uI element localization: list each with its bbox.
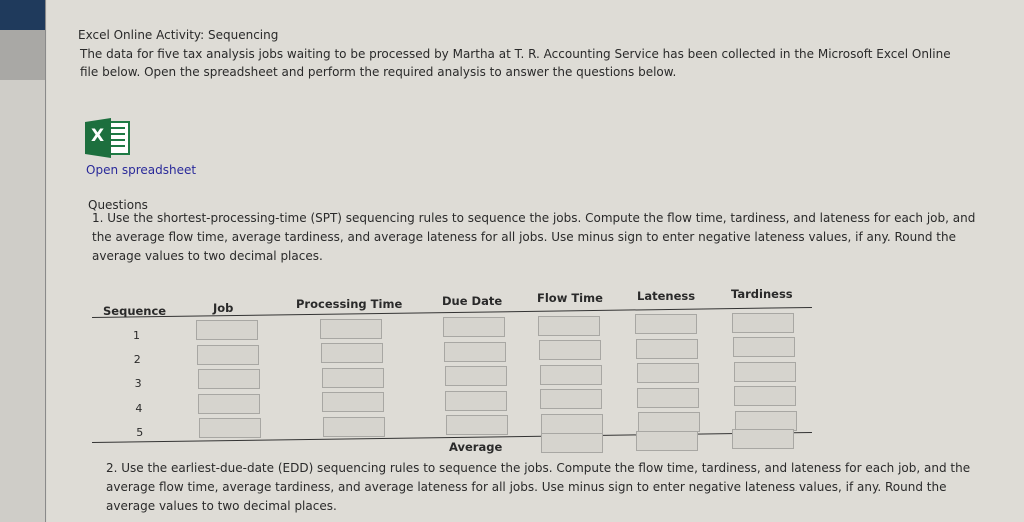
header-job: Job <box>213 301 234 315</box>
page-title: Excel Online Activity: Sequencing <box>78 28 279 42</box>
lateness-input-row-5[interactable] <box>638 412 700 432</box>
processing-time-input-row-1[interactable] <box>320 319 382 339</box>
tardiness-input-row-4[interactable] <box>734 386 796 406</box>
lateness-input-row-2[interactable] <box>636 339 698 359</box>
processing-time-input-row-4[interactable] <box>322 392 384 412</box>
average-tardiness-input[interactable] <box>732 429 794 449</box>
due-date-input-row-5[interactable] <box>446 415 508 435</box>
open-spreadsheet-link[interactable]: Open spreadsheet <box>86 163 197 177</box>
job-input-row-5[interactable] <box>199 418 261 438</box>
question-2-text: 2. Use the earliest-due-date (EDD) sequencing rules to sequence the jobs. Compute the flow time, tardiness, and lateness for each job, and the average flow time, average tardiness, and average lateness for all jobs. Use minus sign to enter negative lateness values, if any. Round the average values to two decimal places. <box>106 461 971 513</box>
questions-heading: Questions <box>88 198 148 212</box>
tardiness-input-row-1[interactable] <box>732 313 794 333</box>
sidebar-header <box>0 0 45 30</box>
tardiness-input-row-3[interactable] <box>734 362 796 382</box>
due-date-input-row-4[interactable] <box>445 391 507 411</box>
sequence-number: 1 <box>133 329 140 342</box>
tardiness-input-row-2[interactable] <box>733 337 795 357</box>
excel-icon[interactable] <box>85 118 131 158</box>
job-input-row-2[interactable] <box>197 345 259 365</box>
flow-time-input-row-3[interactable] <box>540 365 602 385</box>
header-processing-time: Processing Time <box>296 297 403 311</box>
processing-time-input-row-5[interactable] <box>323 417 385 437</box>
flow-time-input-row-5[interactable] <box>541 414 603 434</box>
question-1-text: 1. Use the shortest-processing-time (SPT) sequencing rules to sequence the jobs. Compute the flow time, tardiness, and lateness for each job, and the average flow time, average tardiness, and average lateness for all jobs. Use minus sign to enter negative lateness values, if any. Round the average values to two decimal places. <box>92 211 976 263</box>
intro-text: The data for five tax analysis jobs waiting to be processed by Martha at T. R. Accounting Service has been collected in the Microsoft Excel Online file below. Open the spreadsheet and perform the required analysis to answer the questions below. <box>80 47 951 79</box>
job-input-row-4[interactable] <box>198 394 260 414</box>
tardiness-input-row-5[interactable] <box>735 411 797 431</box>
due-date-input-row-2[interactable] <box>444 342 506 362</box>
processing-time-input-row-2[interactable] <box>321 343 383 363</box>
excel-icon-letter: X <box>91 126 105 146</box>
header-flow-time: Flow Time <box>537 291 603 305</box>
sequence-number: 3 <box>134 377 142 391</box>
due-date-input-row-1[interactable] <box>443 317 505 337</box>
sequence-number: 2 <box>133 353 141 367</box>
flow-time-input-row-1[interactable] <box>538 316 600 336</box>
flow-time-input-row-2[interactable] <box>539 340 601 360</box>
flow-time-input-row-4[interactable] <box>540 389 602 409</box>
left-sidebar <box>0 0 46 522</box>
lateness-input-row-4[interactable] <box>637 388 699 408</box>
job-input-row-3[interactable] <box>198 369 260 389</box>
sidebar-tab <box>0 30 45 80</box>
processing-time-input-row-3[interactable] <box>322 368 384 388</box>
header-sequence: Sequence <box>103 304 167 318</box>
due-date-input-row-3[interactable] <box>445 366 507 386</box>
sequence-number: 4 <box>135 401 143 415</box>
lateness-input-row-1[interactable] <box>635 314 697 334</box>
header-tardiness: Tardiness <box>731 287 793 301</box>
average-flow-time-input[interactable] <box>541 433 603 453</box>
header-lateness: Lateness <box>637 289 696 303</box>
lateness-input-row-3[interactable] <box>637 363 699 383</box>
job-input-row-1[interactable] <box>196 320 258 340</box>
sequence-number: 5 <box>136 425 144 439</box>
average-lateness-input[interactable] <box>636 431 698 451</box>
header-due-date: Due Date <box>442 294 503 308</box>
average-label: Average <box>449 440 503 454</box>
